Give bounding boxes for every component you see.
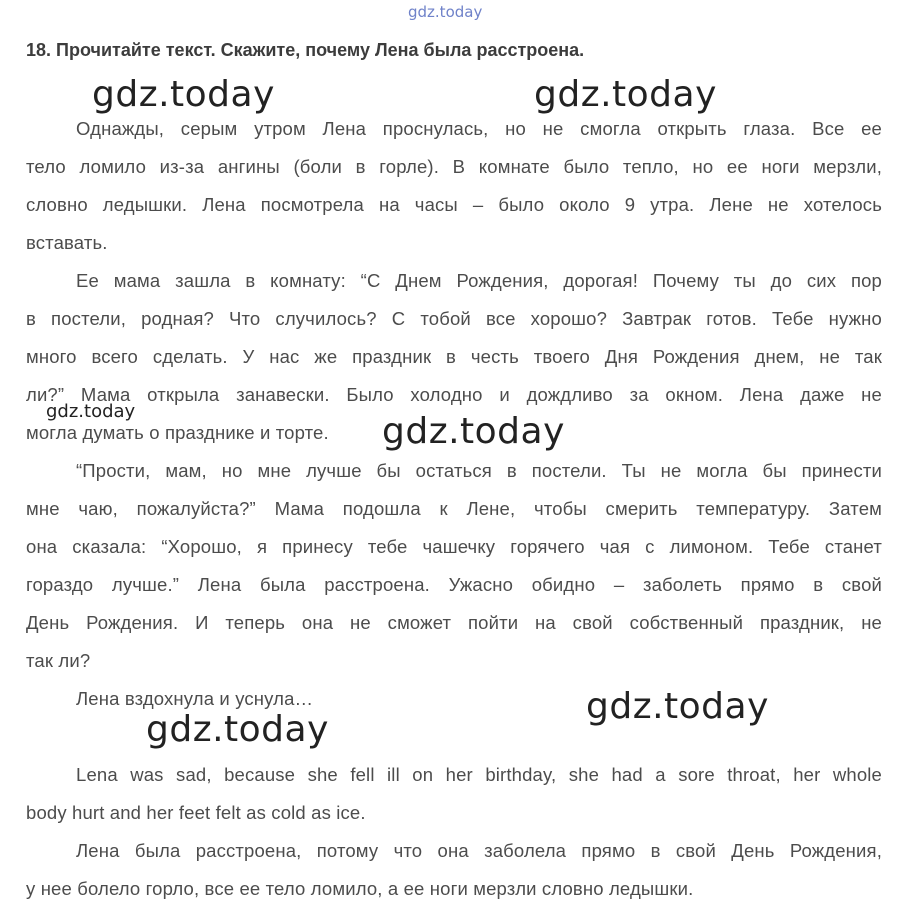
story-line: так ли?	[26, 650, 91, 671]
watermark: gdz.today	[146, 709, 329, 750]
story-line: в постели, родная? Что случилось? С тобой все хорошо? Завтрак готов. Тебе нужно	[26, 308, 882, 329]
story-line: могла думать о празднике и торте.	[26, 422, 329, 443]
story-line: ли?” Мама открыла занавески. Было холодно и дождливо за окном. Лена даже не	[26, 384, 882, 405]
story-line: она сказала: “Хорошо, я принесу тебе чашечку горячего чая с лимоном. Тебе станет	[26, 536, 882, 557]
story-line: словно ледышки. Лена посмотрела на часы – было около 9 утра. Лене не хотелось	[26, 194, 882, 215]
answer-ru-line: Лена была расстроена, потому что она заболела прямо в свой День Рождения,	[76, 840, 882, 861]
answer-ru-line: у нее болело горло, все ее тело ломило, а ее ноги мерзли словно ледышки.	[26, 878, 694, 899]
answer-en-line: Lena was sad, because she fell ill on her birthday, she had a sore throat, her whole	[76, 764, 882, 785]
story-line: Лена вздохнула и уснула…	[76, 688, 314, 709]
story-line: Однажды, серым утром Лена проснулась, но не смогла открыть глаза. Все ее	[76, 118, 882, 139]
watermark: gdz.today	[586, 686, 769, 727]
story-line: мне чаю, пожалуйста?” Мама подошла к Лене, чтобы смерить температуру. Затем	[26, 498, 882, 519]
answer-en-line: body hurt and her feet felt as cold as ice.	[26, 802, 366, 823]
story-line: тело ломило из-за ангины (боли в горле). В комнате было тепло, но ее ноги мерзли,	[26, 156, 882, 177]
watermark: gdz.today	[408, 3, 483, 21]
watermark: gdz.today	[534, 74, 717, 115]
story-line: Ее мама зашла в комнату: “С Днем Рождения, дорогая! Почему ты до сих пор	[76, 270, 882, 291]
story-line: гораздо лучше.” Лена была расстроена. Ужасно обидно – заболеть прямо в свой	[26, 574, 882, 595]
exercise-heading: 18. Прочитайте текст. Скажите, почему Лена была расстроена.	[26, 40, 585, 60]
watermark: gdz.today	[92, 74, 275, 115]
story-line: много всего сделать. У нас же праздник в честь твоего Дня Рождения днем, не так	[26, 346, 882, 367]
story-line: “Прости, мам, но мне лучше бы остаться в постели. Ты не могла бы принести	[76, 460, 882, 481]
watermark: gdz.today	[46, 401, 136, 422]
watermark: gdz.today	[382, 411, 565, 452]
story-line: День Рождения. И теперь она не сможет пойти на свой собственный праздник, не	[26, 612, 882, 633]
story-line: вставать.	[26, 232, 108, 253]
